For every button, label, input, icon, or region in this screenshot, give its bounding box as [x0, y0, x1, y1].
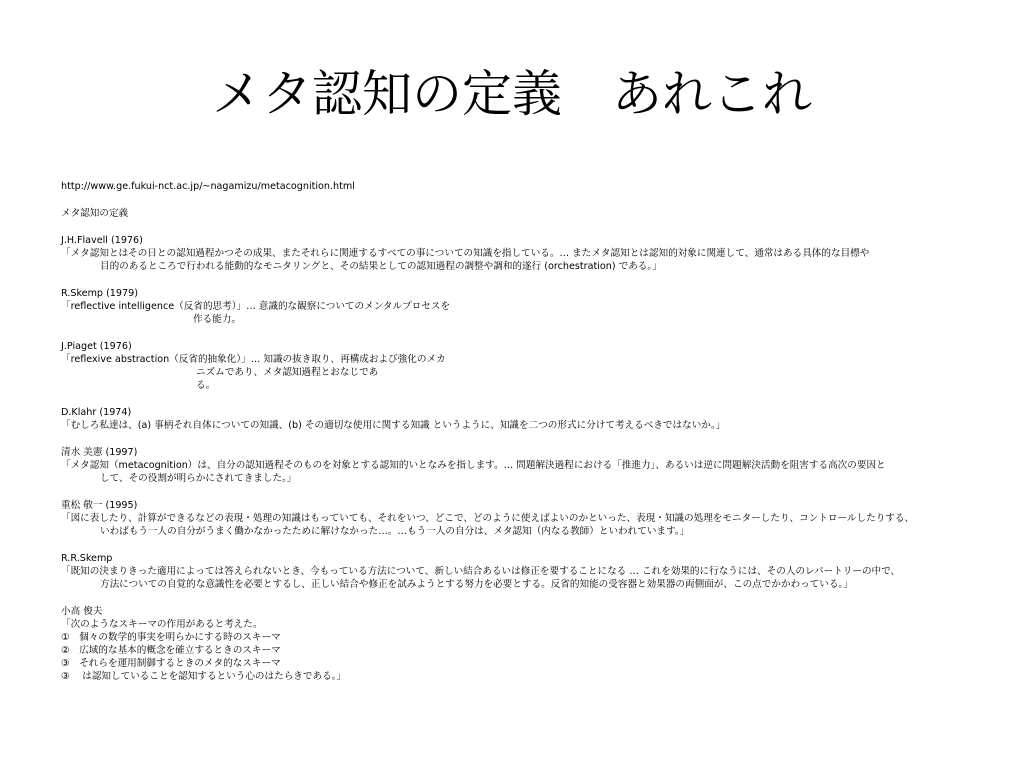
- entry-quote-line: 「図に表したり、計算ができるなどの表現・処理の知識はもっていても、それをいつ、どこで、どのように使えばよいのかといった、表現・知識の処理をモニターしたり、コントロールしたりする、: [61, 513, 915, 524]
- entry-author-piaget: J.Piaget (1976): [61, 341, 132, 352]
- entry-author-shimizu: 清水 美憲 (1997): [61, 447, 138, 458]
- entry-quote-line: 「reflexive abstraction（反省的抽象化）」… 知識の抜き取り、再構成および強化のメカ: [61, 354, 446, 365]
- entry-quote-line: 「reflective intelligence（反省的思考）」… 意識的な観察についてのメンタルプロセスを: [61, 301, 451, 312]
- entry-author-kodaka: 小高 俊夫: [61, 606, 103, 617]
- entry-quote-line: 「既知の決まりきった適用によっては答えられないとき、今もっている方法について、新しい結合あるいは修正を要することになる … これを効果的に行なうには、その人のレパートリーの中で、: [61, 566, 901, 577]
- entry-quote-line: 「メタ認知（metacognition）は、自分の認知過程そのものを対象とする認知的いとなみを指します。… 問題解決過程における「推進力」、あるいは逆に問題解決活動を阻害する高次の要因と: [61, 460, 886, 471]
- list-item: ③ は認知していることを認知するという心のはたらきである。」: [61, 671, 347, 682]
- entry-author-flavell: J.H.Flavell (1976): [61, 235, 143, 246]
- entry-quote-line: して、その役割が明らかにされてきました。」: [100, 473, 297, 484]
- entry-quote-line: 「次のようなスキーマの作用があると考えた。: [61, 619, 263, 630]
- section-heading: メタ認知の定義: [61, 208, 129, 219]
- entry-quote-line: 「メタ認知とはその日との認知過程かつその成果、またそれらに関連するすべての事についての知識を指している。… またメタ認知とは認知的対象に関連して、通常はある具体的な目標や: [61, 248, 870, 259]
- entry-author-rr-skemp: R.R.Skemp: [61, 553, 113, 564]
- entry-quote-line: る。: [196, 380, 216, 391]
- list-item: ① 個々の数学的事実を明らかにする時のスキーマ: [61, 632, 281, 643]
- entry-quote-line: 方法についての自覚的な意識性を必要とするし、正しい結合や修正を試みようとする努力を必要とする。反省的知能の受容器と効果器の両側面が、この点でかかわっている。」: [100, 579, 853, 590]
- slide-title: メタ認知の定義 あれこれ: [212, 65, 812, 123]
- entry-quote-line: 目的のあるところで行われる能動的なモニタリングと、その結果としての認知過程の調整や調和的遂行 (orchestration) である。」: [100, 261, 662, 272]
- entry-quote-line: 「むしろ私達は、(a) 事柄それ自体についての知識、(b) その適切な使用に関する知識 というように、知識を二つの形式に分けて考えるべきではないか。」: [61, 420, 726, 431]
- entry-quote-line: 作る能力。: [193, 314, 241, 325]
- list-item: ② 広域的な基本的概念を確立するときのスキーマ: [61, 645, 281, 656]
- list-item: ③ それらを運用制御するときのメタ的なスキーマ: [61, 658, 281, 669]
- entry-author-klahr: D.Klahr (1974): [61, 407, 132, 418]
- source-url: http://www.ge.fukui-nct.ac.jp/~nagamizu/metacognition.html: [61, 181, 355, 192]
- entry-quote-line: いわばもう一人の自分がうまく働かなかったために解けなかった…。…もう一人の自分は、メタ認知（内なる教師）といわれています。」: [100, 526, 690, 537]
- entry-quote-line: ニズムであり、メタ認知過程とおなじであ: [196, 367, 379, 378]
- entry-author-skemp-1979: R.Skemp (1979): [61, 288, 138, 299]
- entry-author-shigematsu: 重松 敬一 (1995): [61, 500, 138, 511]
- slide-body: [61, 180, 961, 683]
